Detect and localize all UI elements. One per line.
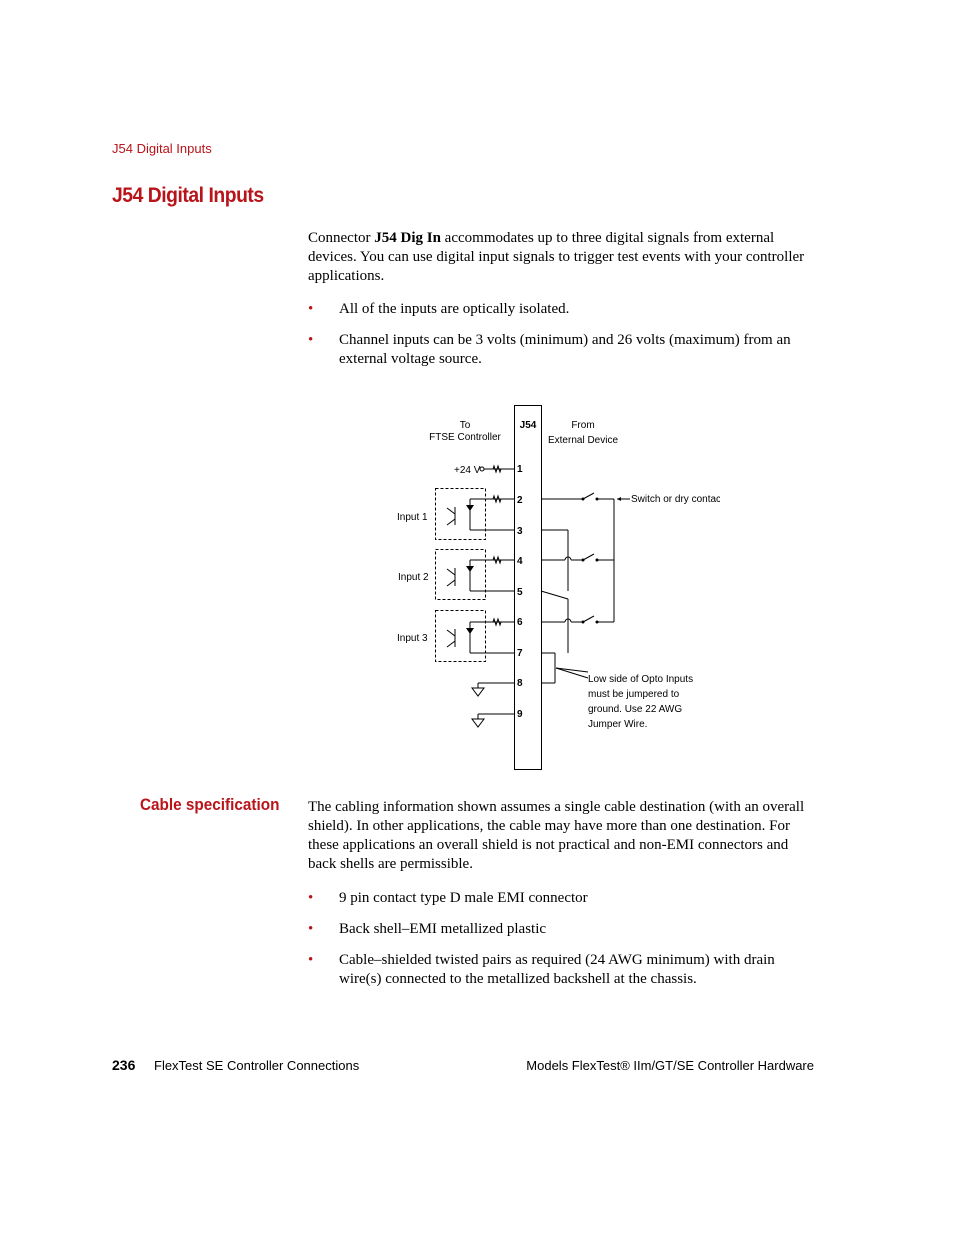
running-header: J54 Digital Inputs [112, 141, 212, 156]
opto-box-3 [436, 611, 486, 662]
wiring-diagram-svg [380, 400, 720, 775]
intro-paragraph [308, 229, 818, 286]
to-label-1: To [459, 420, 471, 431]
led-icon [466, 566, 474, 572]
intro-suffix: accommodates up to three digital signals from external devices. You can use digital input signals to trigger test events with your controller applications. [308, 230, 805, 284]
bullet-text: Channel inputs can be 3 volts (minimum) and 26 volts (maximum) from an external voltage source. [339, 332, 791, 367]
input-label: Input 1 [397, 512, 428, 523]
ground-note-line: must be jumpered to [588, 689, 680, 700]
opto-box-1 [436, 489, 486, 540]
cable-paragraph: The cabling information shown assumes a single cable destination (with an overall shield). In other applications, the cable may have more than one destination. For these applications an overall shield is not practical and non-EMI connectors and back shells are permissible. [308, 799, 805, 872]
bullet-dot: • [308, 890, 314, 906]
bullet-text: Back shell–EMI metallized plastic [339, 921, 547, 937]
bullet-text: Cable–shielded twisted pairs as required (24 AWG minimum) with drain wire(s) connected to the metallized backshell at the chassis. [339, 952, 775, 987]
intro-connector-name: J54 Dig In [374, 230, 441, 246]
bullet-dot: • [308, 332, 314, 348]
ground-symbol [472, 688, 484, 696]
voltage-label: +24 V [454, 465, 481, 476]
bullet-item [308, 951, 818, 989]
input-label: Input 2 [398, 572, 429, 583]
pin-label: 5 [517, 587, 523, 598]
bullet-dot: • [308, 921, 314, 937]
pin-label: 9 [517, 709, 523, 720]
ground-symbol [472, 719, 484, 727]
terminal-circle [480, 467, 484, 471]
from-label-1: From [571, 420, 595, 431]
ground-note-line: ground. Use 22 AWG [588, 704, 683, 715]
input-label: Input 3 [397, 633, 428, 644]
pin-label: 1 [517, 464, 523, 475]
led-icon [466, 505, 474, 511]
bullet-text: 9 pin contact type D male EMI connector [339, 890, 588, 906]
bullet-item [308, 889, 818, 908]
pin-label: 4 [517, 556, 523, 567]
bullet-dot: • [308, 952, 314, 968]
bullet-item [308, 331, 818, 369]
bullet-dot: • [308, 301, 314, 317]
bullet-item [308, 920, 818, 939]
wiring-diagram [380, 400, 720, 780]
pin-label: 2 [517, 495, 523, 506]
from-label-2: External Device [547, 435, 619, 446]
connector-label: J54 [519, 420, 537, 431]
to-label-2: FTSE Controller [429, 432, 501, 443]
page-number: 236 [112, 1057, 136, 1073]
bullet-text: All of the inputs are optically isolated. [339, 301, 570, 317]
footer-right-text: Models FlexTest® IIm/GT/SE Controller Hardware [526, 1058, 814, 1073]
pin-label: 6 [517, 617, 523, 628]
footer-left-text: FlexTest SE Controller Connections [154, 1058, 360, 1073]
opto-box-2 [436, 550, 486, 600]
cable-spec-title: Cable specification [140, 795, 280, 814]
ground-note-line: Low side of Opto Inputs [588, 674, 694, 685]
pin-label: 7 [517, 648, 523, 659]
section-title: J54 Digital Inputs [112, 184, 264, 207]
pin-label: 8 [517, 678, 523, 689]
pin-label: 3 [517, 526, 523, 537]
led-icon [466, 628, 474, 634]
bullet-item [308, 300, 818, 319]
ground-note-line: Jumper Wire. [588, 719, 648, 730]
intro-prefix: Connector [308, 230, 375, 246]
switch-note: Switch or dry contact. [631, 494, 720, 505]
